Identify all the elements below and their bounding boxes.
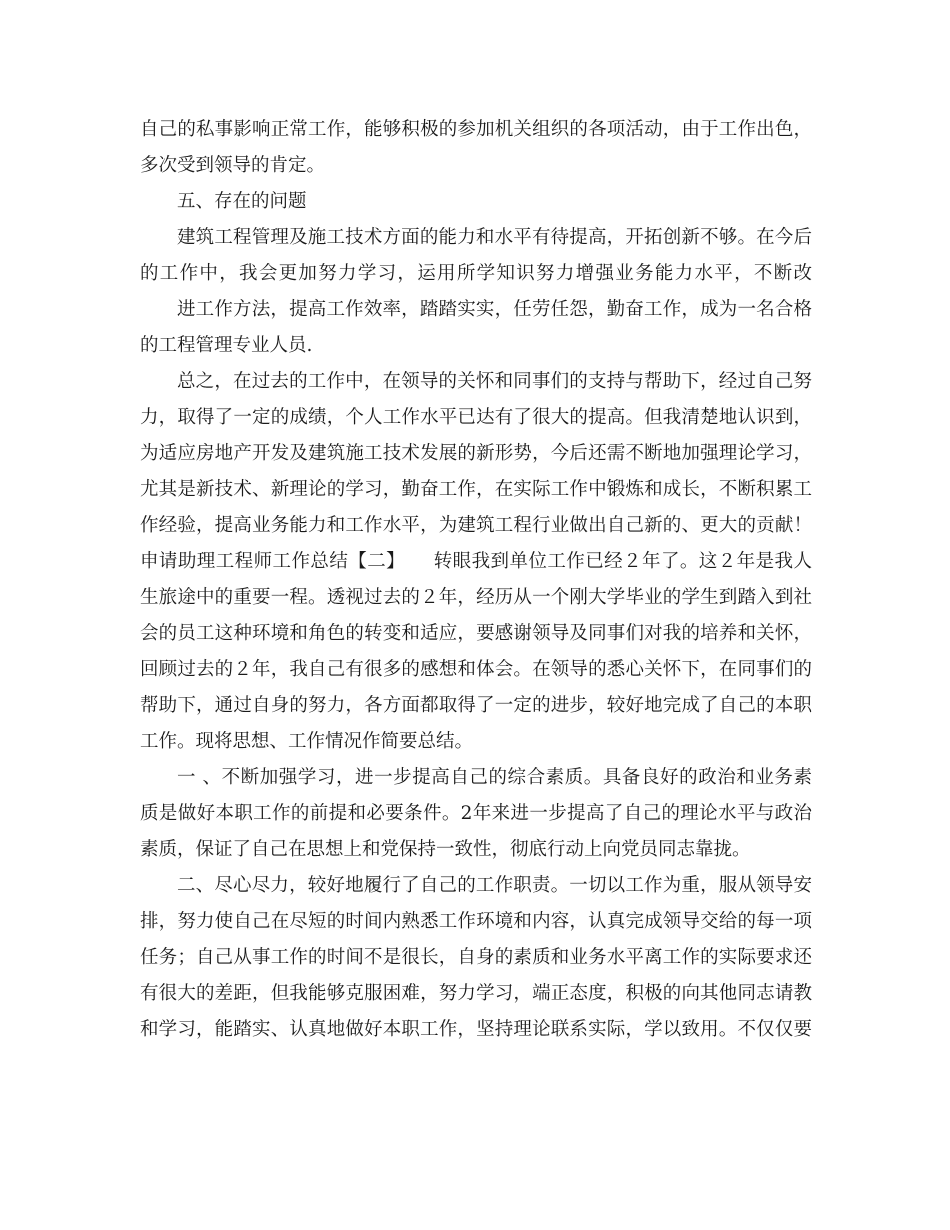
- paragraph-problems: [140, 220, 812, 292]
- paragraph-duties: [140, 868, 812, 1048]
- text-line: 二、尽心尽力，较好地履行了自己的工作职责。一切以工作为重，服从领导安: [177, 875, 812, 896]
- text-line: 作经验，提高业务能力和工作水平，为建筑工程行业做出自己新的、更大的贡献！: [140, 515, 812, 536]
- text-line: 尤其是新技术、新理论的学习，勤奋工作，在实际工作中锻炼和成长，不断积累工: [140, 479, 812, 500]
- text-line: 多次受到领导的肯定。: [140, 155, 326, 176]
- text-line: 的工程管理专业人员.: [140, 335, 313, 356]
- text-line: 生旅途中的重要一程。透视过去的２年，经历从一个刚大学毕业的学生到踏入到社: [140, 587, 812, 608]
- text-line: 素质，保证了自己在思想上和党保持一致性，彻底行动上向党员同志靠拢。: [140, 839, 751, 860]
- text-line: 帮助下，通过自身的努力，各方面都取得了一定的进步，较好地完成了自己的本职: [140, 695, 812, 716]
- text-line: 和学习，能踏实、认真地做好本职工作，坚持理论联系实际，学以致用。不仅仅要: [140, 1019, 812, 1040]
- text-line: 为适应房地产开发及建筑施工技术发展的新形势，今后还需不断地加强理论学习，: [140, 443, 812, 464]
- paragraph-summary: [140, 364, 812, 760]
- text-line: 五、存在的问题: [177, 191, 307, 212]
- paragraph-improvement: [140, 292, 812, 364]
- text-line: 建筑工程管理及施工技术方面的能力和水平有待提高，开拓创新不够。在今后: [177, 227, 812, 248]
- text-line: 的工作中，我会更加努力学习，运用所学知识努力增强业务能力水平，不断改: [140, 263, 812, 284]
- text-line: 质是做好本职工作的前提和必要条件。2年来进一步提高了自己的理论水平与政治: [140, 803, 812, 824]
- text-line: 进工作方法，提高工作效率，踏踏实实，任劳任怨，勤奋工作，成为一名合格: [177, 299, 812, 320]
- text-line: 工作。现将思想、工作情况作简要总结。: [140, 731, 474, 752]
- document-body: [140, 112, 812, 1048]
- section-heading-existing-problems: [140, 184, 812, 220]
- text-line: 申请助理工程师工作总结【二】 转眼我到单位工作已经２年了。这２年是我人: [140, 551, 812, 572]
- text-line: 排，努力使自己在尽短的时间内熟悉工作环境和内容，认真完成领导交给的每一项: [140, 911, 812, 932]
- text-line: 总之，在过去的工作中，在领导的关怀和同事们的支持与帮助下，经过自己努: [177, 371, 812, 392]
- text-line: 会的员工这种环境和角色的转变和适应，要感谢领导及同事们对我的培养和关怀，: [140, 623, 812, 644]
- text-line: 任务；自己从事工作的时间不是很长，自身的素质和业务水平离工作的实际要求还: [140, 947, 812, 968]
- text-line: 自己的私事影响正常工作，能够积极的参加机关组织的各项活动，由于工作出色，: [140, 119, 812, 140]
- text-line: 力，取得了一定的成绩，个人工作水平已达有了很大的提高。但我清楚地认识到，: [140, 407, 812, 428]
- paragraph-conduct-ending: [140, 112, 812, 184]
- text-line: 回顾过去的２年，我自己有很多的感想和体会。在领导的悉心关怀下，在同事们的: [140, 659, 812, 680]
- text-line: 一 、不断加强学习，进一步提高自己的综合素质。具备良好的政治和业务素: [177, 767, 812, 788]
- text-line: 有很大的差距，但我能够克服困难，努力学习，端正态度，积极的向其他同志请教: [140, 983, 812, 1004]
- paragraph-study: [140, 760, 812, 868]
